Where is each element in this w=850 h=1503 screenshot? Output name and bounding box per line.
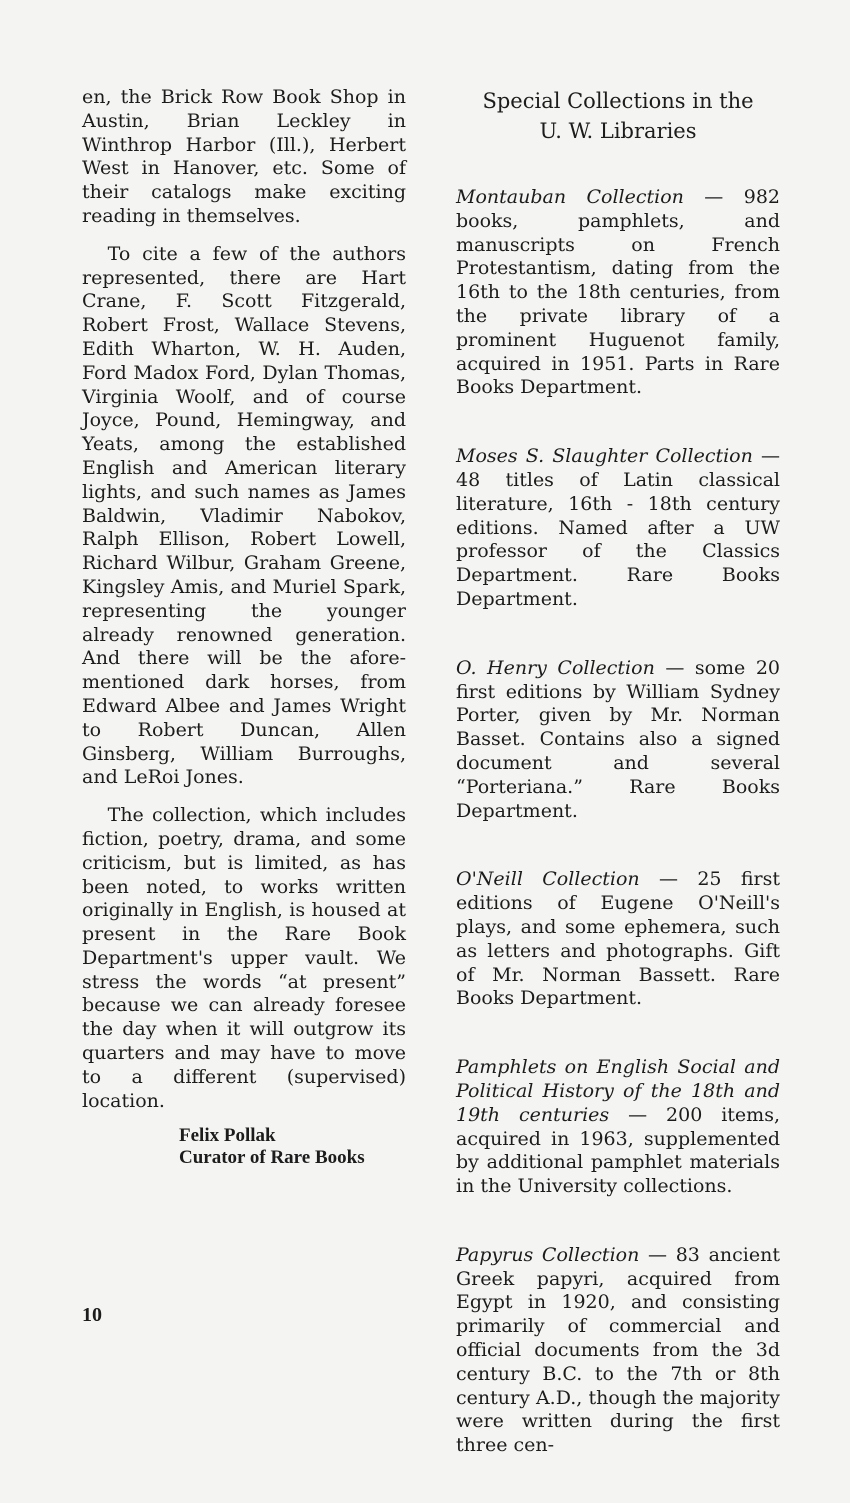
collection-name: Pamphlets on English Social and Political History of the 18th and 19th centuries: [456, 1056, 780, 1126]
collection-name: Papyrus Collection: [456, 1243, 640, 1266]
collection-entry: Montauban Collection — 982 books, pamphlets, and manuscripts on French Protestantism, dating from the 16th to the 18th centuries, from the private library of a prominent Huguenot family, acquired in 1951. Parts in Rare Books Department.: [456, 186, 780, 399]
signature-name: Felix Pollak: [179, 1125, 276, 1147]
collection-name: O. Henry Collection: [456, 656, 655, 679]
paragraph: To cite a few of the authors represented, there are Hart Crane, F. Scott Fitzgerald, Robert Frost, Wallace Stevens, Edith Wharton, W. H. Auden, Ford Madox Ford, Dylan Thomas, Virginia Woolf, and of course Joyce, Pound, Hemingway, and Yeats, among the established English and American literary lights, and such names as James Baldwin, Vladimir Nabokov, Ralph Ellison, Robert Lowell, Richard Wilbur, Graham Greene, Kingsley Amis, and Muriel Spark, representing the younger already renowned generation. And there will be the afore-mentioned dark horses, from Edward Albee and James Wright to Robert Duncan, Allen Ginsberg, William Burroughs, and LeRoi Jones.: [82, 242, 406, 789]
paragraph: The collection, which includes fiction, poetry, drama, and some criticism, but is limited, as has been noted, to works written originally in English, is housed at present in the Rare Book Department's upper vault. We stress the words “at present” because we can already foresee the day when it will outgrow its quarters and may have to move to a different (supervised) location.: [82, 804, 406, 1112]
collection-entry: Papyrus Collection — 83 ancient Greek papyri, acquired from Egypt in 1920, and consisting primarily of commercial and official documents from the 3d century B.C. to the 7th or 8th century A.D., though the majority were written during the first three cen-: [456, 1243, 780, 1457]
paragraph: en, the Brick Row Book Shop in Austin, Brian Leckley in Winthrop Harbor (Ill.), Herbert West in Hanover, etc. Some of their catalogs make exciting reading in themselves.: [82, 86, 406, 227]
collection-name: Montauban Collection: [456, 186, 684, 208]
page-number: 10: [82, 1304, 102, 1326]
signature: [179, 1125, 406, 1169]
right-column: [456, 86, 780, 1503]
signature-title: Curator of Rare Books: [179, 1147, 365, 1169]
collection-entry: O. Henry Collection — some 20 first editions by William Sydney Porter, given by Mr. Norman Basset. Contains also a signed document and several “Porteriana.” Rare Books Department.: [456, 656, 780, 822]
collection-entry: Pamphlets on English Social and Political History of the 18th and 19th centuries — 200 items, acquired in 1963, supplemented by additional pamphlet materials in the University collections.: [456, 1056, 780, 1198]
section-title: Special Collections in the U. W. Libraries: [482, 89, 754, 143]
left-column: [82, 86, 406, 1169]
collection-entry: O'Neill Collection — 25 first editions of Eugene O'Neill's plays, and some ephemera, such as letters and photographs. Gift of Mr. Norman Bassett. Rare Books Department.: [456, 868, 781, 1010]
collection-name: O'Neill Collection: [456, 868, 640, 891]
collection-entry: Moses S. Slaughter Collection — 48 titles of Latin classical literature, 16th - 18th century editions. Named after a UW professor of the Classics Department. Rare Books Department.: [456, 445, 780, 610]
collection-name: Moses S. Slaughter Collection: [456, 445, 753, 468]
